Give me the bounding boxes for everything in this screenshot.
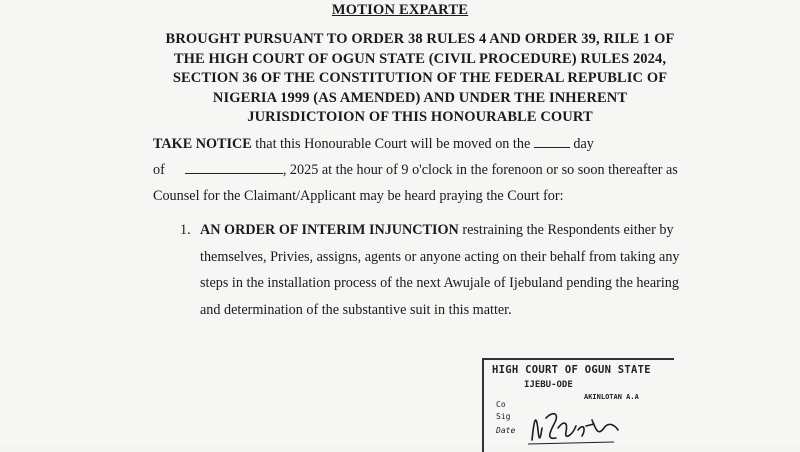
heading-line: THE HIGH COURT OF OGUN STATE (CIVIL PROCEDURE) RULES 2024,: [173, 50, 667, 67]
stamp-label: Sig: [496, 412, 511, 421]
stamp-label: Date: [496, 426, 516, 435]
motion-heading: [160, 30, 680, 128]
month-blank: [185, 161, 283, 174]
heading-line: JURISDICTOION OF THIS HONOURABLE COURT: [247, 109, 593, 125]
handwritten-date-signature: [524, 400, 624, 448]
notice-text: Counsel for the Claimant/Applicant may be heard praying the Court for:: [153, 188, 564, 204]
notice-row: [153, 183, 698, 209]
prayer-row: [180, 217, 712, 244]
prayer-item: [180, 217, 712, 323]
court-stamp: [482, 358, 674, 452]
prayer-row: themselves, Privies, assigns, agents or anyone acting on their behalf from taking any: [200, 248, 680, 265]
notice-text: that this Honourable Court will be moved on the: [255, 136, 531, 152]
prayer-text: restraining the Respondents either by: [458, 222, 674, 238]
heading-line: SECTION 36 OF THE CONSTITUTION OF THE FEDERAL REPUBLIC OF: [172, 70, 668, 86]
heading-line: BROUGHT PURSUANT TO ORDER 38 RULES 4 AND ORDER 39, RILE 1 OF: [165, 31, 675, 47]
notice-lead: TAKE NOTICE: [153, 136, 252, 152]
heading-line: NIGERIA 1999 (AS AMENDED) AND UNDER THE INHERENT: [212, 89, 628, 106]
stamp-label: Co: [496, 400, 506, 409]
day-blank: [534, 135, 570, 148]
prayer-row: and determination of the substantive suit in this matter.: [200, 301, 512, 318]
notice-text: of: [153, 162, 165, 178]
notice-row: [153, 131, 698, 157]
notice-paragraph: [153, 131, 698, 209]
document-title: MOTION EXPARTE: [331, 2, 469, 18]
notice-text: , 2025 at the hour of 9 o'clock in the forenoon or so soon thereafter as: [282, 162, 678, 178]
prayer-row: steps in the installation process of the next Awujale of Ijebuland pending the hearing: [200, 275, 679, 291]
stamp-location: IJEBU-ODE: [524, 380, 573, 390]
prayer-bold: AN ORDER OF INTERIM INJUNCTION: [200, 222, 459, 238]
prayer-number: 1.: [180, 222, 191, 238]
stamp-court-name: HIGH COURT OF OGUN STATE: [492, 364, 651, 376]
stamp-officer: AKINLOTAN A.A: [584, 393, 639, 401]
notice-row: [153, 157, 698, 183]
notice-text: day: [573, 136, 594, 152]
